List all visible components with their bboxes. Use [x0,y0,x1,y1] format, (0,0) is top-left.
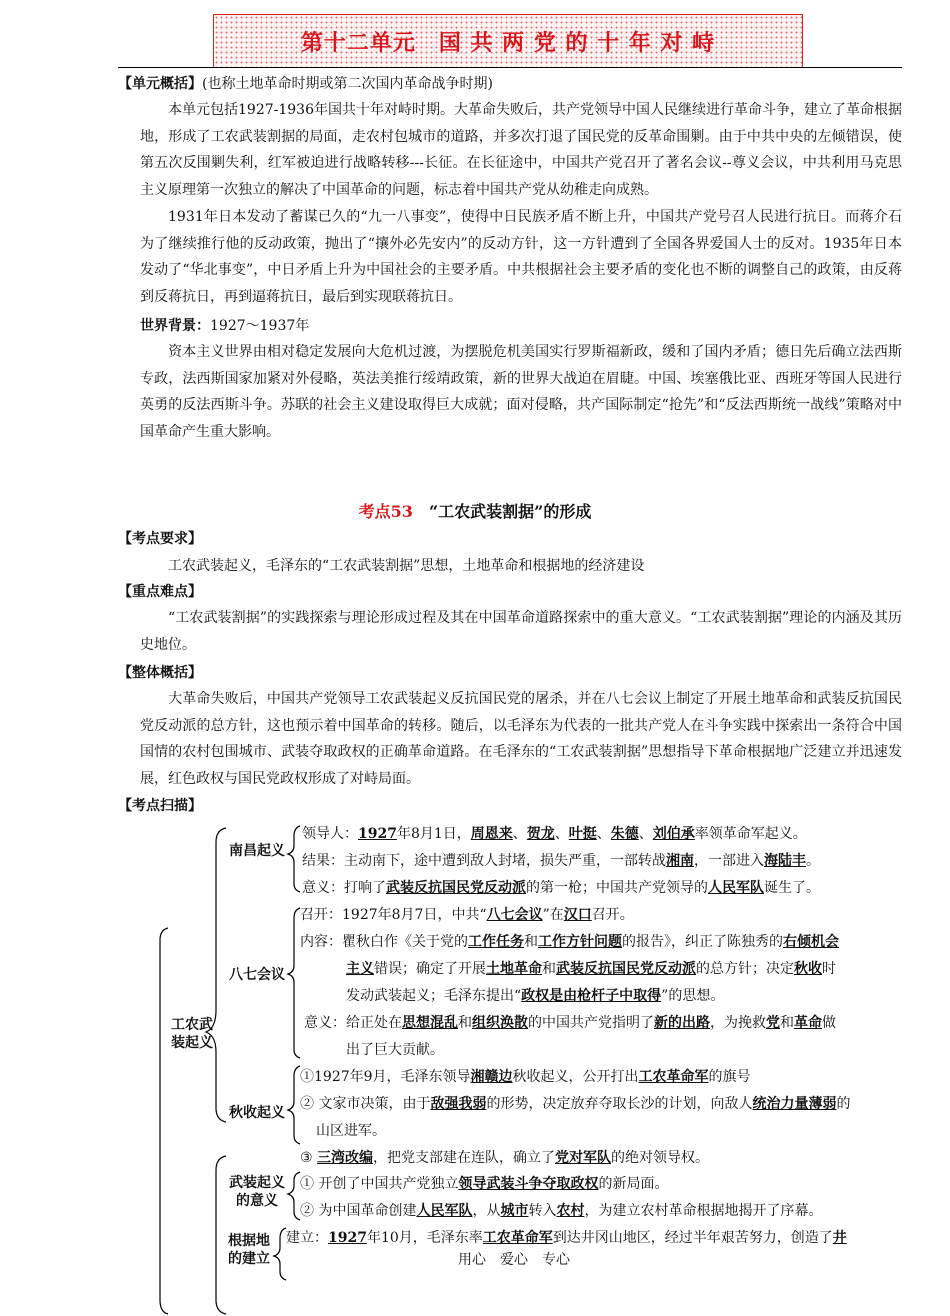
nanchang-result: 结果：主动南下，途中遭到敌人封堵，损失严重，一部转战湘南，一部进入海陆丰。 [302,853,820,869]
baqi-content-3: 发动武装起义；毛泽东提出“政权是由枪杆子中取得”的思想。 [346,988,725,1004]
requirement-text: 工农武装起义，毛泽东的“工农武装割据”思想，土地革命和根据地的经济建设 [168,558,645,574]
difficulty-text: “工农武装割据”的实践探索与理论形成过程及其在中国革命道路探索中的重大意义。“工农武装割据”理论的内涵及其历史地位。 [140,610,902,653]
node-genju: 根据地 的建立 [228,1233,270,1267]
unit-summary-p2: 1931年日本发动了蓄谋已久的“九一八事变”，使得中日民族矛盾不断上升，中国共产党号召人民进行抗日。而蒋介石为了继续推行他的反动政策，抛出了“攘外必先安内”的反动方针，这一方针遭到了全国各界爱国人士的反对。1935年日本发动了“华北事变”，中日矛盾上升为中国社会的主要矛盾。中共根据社会主要矛盾的变化也不断的调整自己的政策，由反蒋到反蒋抗日，再到逼蒋抗日，最后到实现联蒋抗日。 [140,209,902,306]
overview-heading: 【整体概括】 [118,665,202,681]
overview-text: 大革命失败后，中国共产党领导工农武装起义反抗国民党的屠杀，并在八七会议上制定了开展土地革命和武装反抗国民党反动派的总方针，这也预示着中国革命的转移。随后，以毛泽东为代表的一批共产党人在斗争实践中探索出一条符合中国国情的农村包围城市、武装夺取政权的正确革命道路。在毛泽东的“工农武装割据”思想指导下革命根据地广泛建立并迅速发展，红色政权与国民党政权形成了对峙局面。 [140,691,902,788]
kaodian-title: 考点53 “工农武装割据”的形成 [358,502,592,521]
unit-summary-heading: 【单元概括】(也称土地革命时期或第二次国内革命战争时期) [118,76,493,92]
difficulty-heading: 【重点难点】 [118,584,202,600]
qiushou-item-2: ② 文家市决策，由于敌强我弱的形势，决定放弃夺取长沙的计划，向敌人统治力量薄弱的 [300,1096,851,1112]
baqi-meaning-2: 出了巨大贡献。 [346,1042,444,1058]
page-footer: 用心 爱心 专心 [458,1252,570,1268]
nanchang-meaning: 意义：打响了武装反抗国民党反动派的第一枪；中国共产党领导的人民军队诞生了。 [302,880,820,896]
qiushou-item-3: ③ 三湾改编，把党支部建在连队，确立了党对军队的绝对领导权。 [300,1150,710,1166]
requirement-heading: 【考点要求】 [118,531,202,547]
node-qiushou: 秋收起义 [229,1105,285,1121]
world-background-heading: 世界背景：1927～1937年 [140,318,310,334]
baqi-content-2: 主义错误；确定了开展土地革命和武装反抗国民党反动派的总方针；决定秋收时 [346,961,836,977]
nanchang-leaders: 领导人：1927年8月1日，周恩来、贺龙、叶挺、朱德、刘伯承率领革命军起义。 [302,826,807,842]
baqi-open: 召开：1927年8月7日，中共“八七会议”在汉口召开。 [300,907,634,923]
tree-root-node: 工农武 装起义 [171,1017,213,1051]
node-nanchang: 南昌起义 [229,843,285,859]
baqi-meaning-1: 意义：给正处在思想混乱和组织涣散的中国共产党指明了新的出路，为挽救党和革命做 [304,1015,836,1031]
qiushou-item-2-cont: 山区进军。 [316,1123,386,1139]
world-background-text: 资本主义世界由相对稳定发展向大危机过渡，为摆脱危机美国实行罗斯福新政，缓和了国内矛盾；德日先后确立法西斯专政，法西斯国家加紧对外侵略，英法美推行绥靖政策，新的世界大战迫在眉睫。中国、埃塞俄比亚、西班牙等国人民进行英勇的反法西斯斗争。苏联的社会主义建设取得巨大成就；面对侵略，共产国际制定“抢先”和“反法西斯统一战线”策略对中国革命产生重大影响。 [140,344,902,441]
node-yiyi: 武装起义 的意义 [229,1175,285,1209]
unit-title: 第十二单元 国 共 两 党 的 十 年 对 峙 [300,30,716,56]
baqi-content-1: 内容：瞿秋白作《关于党的工作任务和工作方针问题的报告》，纠正了陈独秀的右倾机会 [300,934,839,950]
genju-item-1: 建立：1927年10月，毛泽东率工农革命军到达井冈山地区，经过半年艰苦努力，创造了井 [286,1230,847,1246]
yiyi-item-1: ① 开创了中国共产党独立领导武装斗争夺取政权的新局面。 [300,1176,669,1192]
scan-heading: 【考点扫描】 [118,798,202,814]
unit-summary-p1: 本单元包括1927-1936年国共十年对峙时期。大革命失败后，共产党领导中国人民继续进行革命斗争，建立了革命根据地，形成了工农武装割据的局面，走农村包城市的道路，并多次打退了国民党的反革命围剿。由于中共中央的左倾错误，使第五次反围剿失利，红军被迫进行战略转移---长征。在长征途中，中国共产党召开了著名会议--尊义会议，中共利用马克思主义原理第一次独立的解决了中国革命的问题，标志着中国共产党从幼稚走向成熟。 [140,102,902,199]
node-baqi: 八七会议 [229,967,285,983]
yiyi-item-2: ② 为中国革命创建人民军队，从城市转入农村，为建立农村革命根据地揭开了序幕。 [300,1203,823,1219]
qiushou-item-1: ①1927年9月，毛泽东领导湘赣边秋收起义，公开打出工农革命军的旗号 [300,1069,751,1085]
